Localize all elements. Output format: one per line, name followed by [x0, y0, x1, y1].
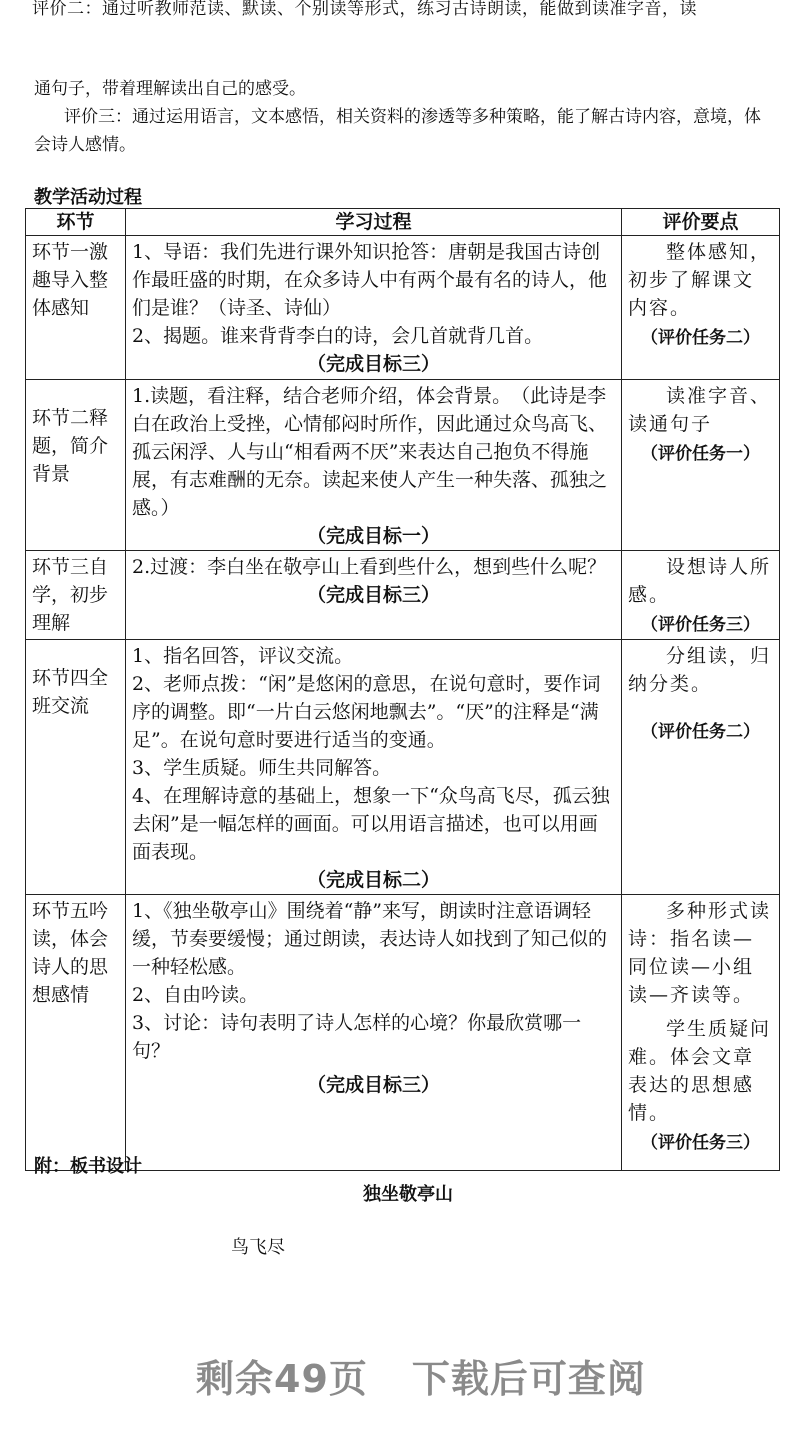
evaluation-task: （评价任务三） [641, 1133, 760, 1153]
table-row [26, 551, 780, 640]
goal-label: （完成目标三） [306, 1074, 440, 1096]
stage-cell: 环节二释题，简介背景 [26, 380, 126, 551]
goal-label: （完成目标三） [306, 353, 440, 375]
evaluation-text: 读准字音、读通句子 [628, 385, 772, 435]
process-line: 1、指名回答，评议交流。 [132, 645, 354, 667]
process-cell [126, 551, 622, 640]
evaluation-task: （评价任务二） [641, 328, 760, 348]
goal-label: （完成目标一） [306, 525, 440, 547]
stage-cell: 环节五吟读，体会诗人的思想感情 [26, 895, 126, 1171]
evaluation-cell [622, 640, 780, 895]
process-line: 2、老师点拨：“闲”是悠闲的意思，在说句意时，要作词序的调整。即“一片白云悠闲地飘去”。“厌”的注释是“满足”。在说句意时要进行适当的变通。 [132, 673, 601, 751]
evaluation-task: （评价任务二） [641, 722, 760, 742]
evaluation-two-text: 评价二：通过听教师范读、默读、个别读等形式，练习古诗朗读，能做到读准字音，读 [32, 0, 697, 19]
process-line: 4、在理解诗意的基础上，想象一下“众鸟高飞尽，孤云独去闲”是一幅怎样的画面。可以用语言描述，也可以用画面表现。 [132, 785, 610, 863]
header-process: 学习过程 [126, 209, 622, 236]
process-line: 1、《独坐敬亭山》围绕着“静”来写，朗读时注意语调轻缓，节奏要缓慢；通过朗读，表达诗人如找到了知己似的一种轻松感。 [132, 900, 608, 978]
process-line: 3、讨论：诗句表明了诗人怎样的心境？你最欣赏哪一句？ [132, 1012, 582, 1062]
table-header-row [26, 209, 780, 236]
evaluation-text: 整体感知，初步了解课文内容。 [628, 241, 772, 319]
process-line: 3、学生质疑。师生共同解答。 [132, 757, 392, 779]
process-line: 2、揭题。谁来背背李白的诗，会几首就背几首。 [132, 325, 544, 347]
process-cell [126, 895, 622, 1171]
table-row [26, 236, 780, 380]
process-cell [126, 640, 622, 895]
header-evaluation: 评价要点 [622, 209, 780, 236]
stage-cell: 环节一激趣导入整体感知 [26, 236, 126, 380]
board-title: 独坐敬亭山 [363, 1184, 453, 1205]
download-banner [196, 1348, 646, 1403]
process-line: 1.读题，看注释，结合老师介绍，体会背景。 （此诗是李白在政治上受挫，心情郁闷时所作，因此通过众鸟高飞、孤云闲浮、人与山“相看两不厌”来表达自己抱负不得施展，有志难酬的无奈。读起来使人产生一种失落、孤独之感。） [132, 385, 608, 519]
table-row [26, 380, 780, 551]
table-row [26, 895, 780, 1171]
header-stage: 环节 [26, 209, 126, 236]
evaluation-task: （评价任务一） [641, 444, 760, 464]
evaluation-cell [622, 380, 780, 551]
stage-cell: 环节四全班交流 [26, 640, 126, 895]
evaluation-cell [622, 236, 780, 380]
process-line: 2.过渡：李白坐在敬亭山上看到些什么，想到些什么呢？ [132, 556, 607, 578]
process-line: 2、自由吟读。 [132, 984, 259, 1006]
section-title: 教学活动过程 [34, 187, 142, 208]
table-row [26, 640, 780, 895]
goal-label: （完成目标二） [306, 869, 440, 891]
evaluation-text: 分组读，归纳分类。 [628, 645, 772, 695]
teaching-process-table [25, 208, 780, 1171]
process-cell [126, 236, 622, 380]
evaluation-three-text: 评价三：通过运用语言，文本感悟，相关资料的渗透等多种策略，能了解古诗内容，意境，体会诗人感情。 [34, 107, 761, 155]
evaluation-text-secondary: 学生质疑问难。体会文章表达的思想感情。 [628, 1018, 772, 1124]
remaining-pages-text: 剩余49页 [196, 1357, 368, 1401]
download-hint-text: 下载后可查阅 [411, 1357, 646, 1401]
process-cell [126, 380, 622, 551]
evaluation-two-continuation: 通句子，带着理解读出自己的感受。 [34, 79, 306, 99]
evaluation-cell [622, 895, 780, 1171]
process-line: 1、导语：我们先进行课外知识抢答：唐朝是我国古诗创作最旺盛的时期，在众多诗人中有两个最有名的诗人，他们是谁？（诗圣、诗仙） [132, 241, 608, 319]
goal-label: （完成目标三） [306, 584, 440, 606]
evaluation-cell [622, 551, 780, 640]
board-line: 鸟飞尽 [231, 1237, 285, 1258]
evaluation-text: 设想诗人所感。 [628, 556, 772, 606]
evaluation-text: 多种形式读诗：指名读—同位读—小组读—齐读等。 [628, 900, 772, 1006]
stage-cell: 环节三自学，初步理解 [26, 551, 126, 640]
evaluation-task: （评价任务三） [641, 615, 760, 635]
appendix-heading: 附：板书设计 [34, 1156, 142, 1177]
